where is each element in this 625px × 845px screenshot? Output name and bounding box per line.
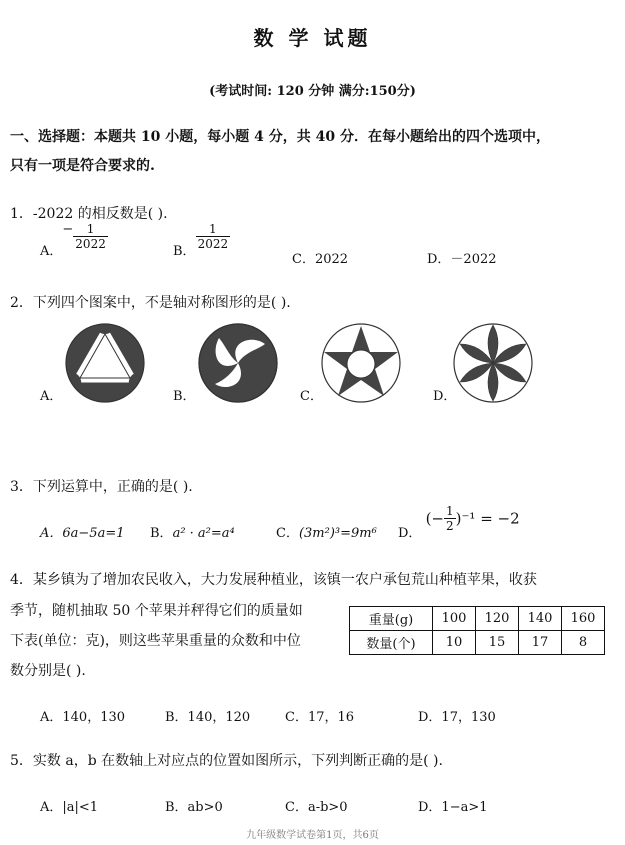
q2-stem: 2．下列四个图案中，不是轴对称图形的是( ).: [10, 295, 291, 311]
q3-option-c: C．(3m²)³=9m⁶: [276, 526, 377, 541]
q4-option-c: C．17，16: [285, 710, 355, 725]
q1-option-b: B． $\frac{1}{2022}$: [173, 222, 229, 259]
table-cell: 17: [519, 631, 562, 655]
apple-weight-table: [349, 606, 605, 655]
q5-option-b: B．ab>0: [165, 800, 223, 815]
q4-option-b: B．140，120: [165, 710, 251, 725]
page-footer: 九年级数学试卷第1页，共6页: [246, 830, 379, 841]
q4-option-a: A．140，130: [40, 710, 126, 725]
q2-option-a-label: A．: [40, 389, 63, 404]
q1-option-d: D．－2022: [427, 252, 497, 267]
section-heading-line2: 只有一项是符合要求的.: [10, 158, 155, 174]
table-cell: 160: [562, 607, 605, 631]
q3-option-b: B．a² · a²=a⁴: [150, 526, 235, 541]
page-title: 数 学 试题: [253, 26, 372, 50]
q2-option-b-label: B．: [173, 389, 196, 404]
q4-line2: 季节，随机抽取 50 个苹果并秤得它们的质量如: [10, 603, 303, 619]
q4-line3: 下表(单位：克)，则这些苹果重量的众数和中位: [10, 633, 301, 649]
q2-option-c-label: C．: [300, 389, 323, 404]
table-cell: 120: [476, 607, 519, 631]
q3-stem: 3．下列运算中，正确的是( ).: [10, 479, 193, 495]
q4-line1: 4．某乡镇为了增加农民收入，大力发展种植业，该镇一农户承包荒山种植苹果，收获: [10, 572, 537, 588]
figure-b-swirl-circle: [197, 322, 279, 404]
table-header-weight: 重量(g): [350, 607, 433, 631]
q5-stem: 5．实数 a，b 在数轴上对应点的位置如图所示，下列判断正确的是( ).: [10, 753, 443, 769]
figure-c-star-circle: [320, 322, 402, 404]
q3-option-d: D． (− $\frac{1}{2}$ )⁻¹ = −2: [398, 504, 520, 541]
table-cell: 140: [519, 607, 562, 631]
q4-line4: 数分别是( ).: [10, 663, 86, 679]
q3-option-a: A．6a−5a=1: [40, 526, 125, 541]
figure-a-triangle-circle: [64, 322, 146, 404]
table-cell: 15: [476, 631, 519, 655]
q1-option-a: A．− $\frac{1}{2022}$: [40, 222, 106, 259]
table-cell: 10: [433, 631, 476, 655]
q5-option-a: A．|a|<1: [40, 800, 99, 815]
table-row-count: [350, 631, 605, 655]
q5-option-c: C．a-b>0: [285, 800, 348, 815]
section-heading-line1: 一、选择题：本题共 10 小题，每小题 4 分，共 40 分．在每小题给出的四个选项中，: [10, 129, 550, 145]
figure-d-flower-circle: [452, 322, 534, 404]
table-cell: 100: [433, 607, 476, 631]
table-cell: 8: [562, 631, 605, 655]
q5-option-d: D．1−a>1: [418, 800, 488, 815]
exam-info: (考试时间: 120 分钟 满分:150分): [209, 84, 416, 99]
q4-option-d: D．17，130: [418, 710, 496, 725]
q2-option-d-label: D．: [433, 389, 457, 404]
q1-option-c: C．2022: [292, 252, 349, 267]
table-row-weight: [350, 607, 605, 631]
table-header-count: 数量(个): [350, 631, 433, 655]
q1-stem: 1．-2022 的相反数是( ).: [10, 206, 168, 222]
